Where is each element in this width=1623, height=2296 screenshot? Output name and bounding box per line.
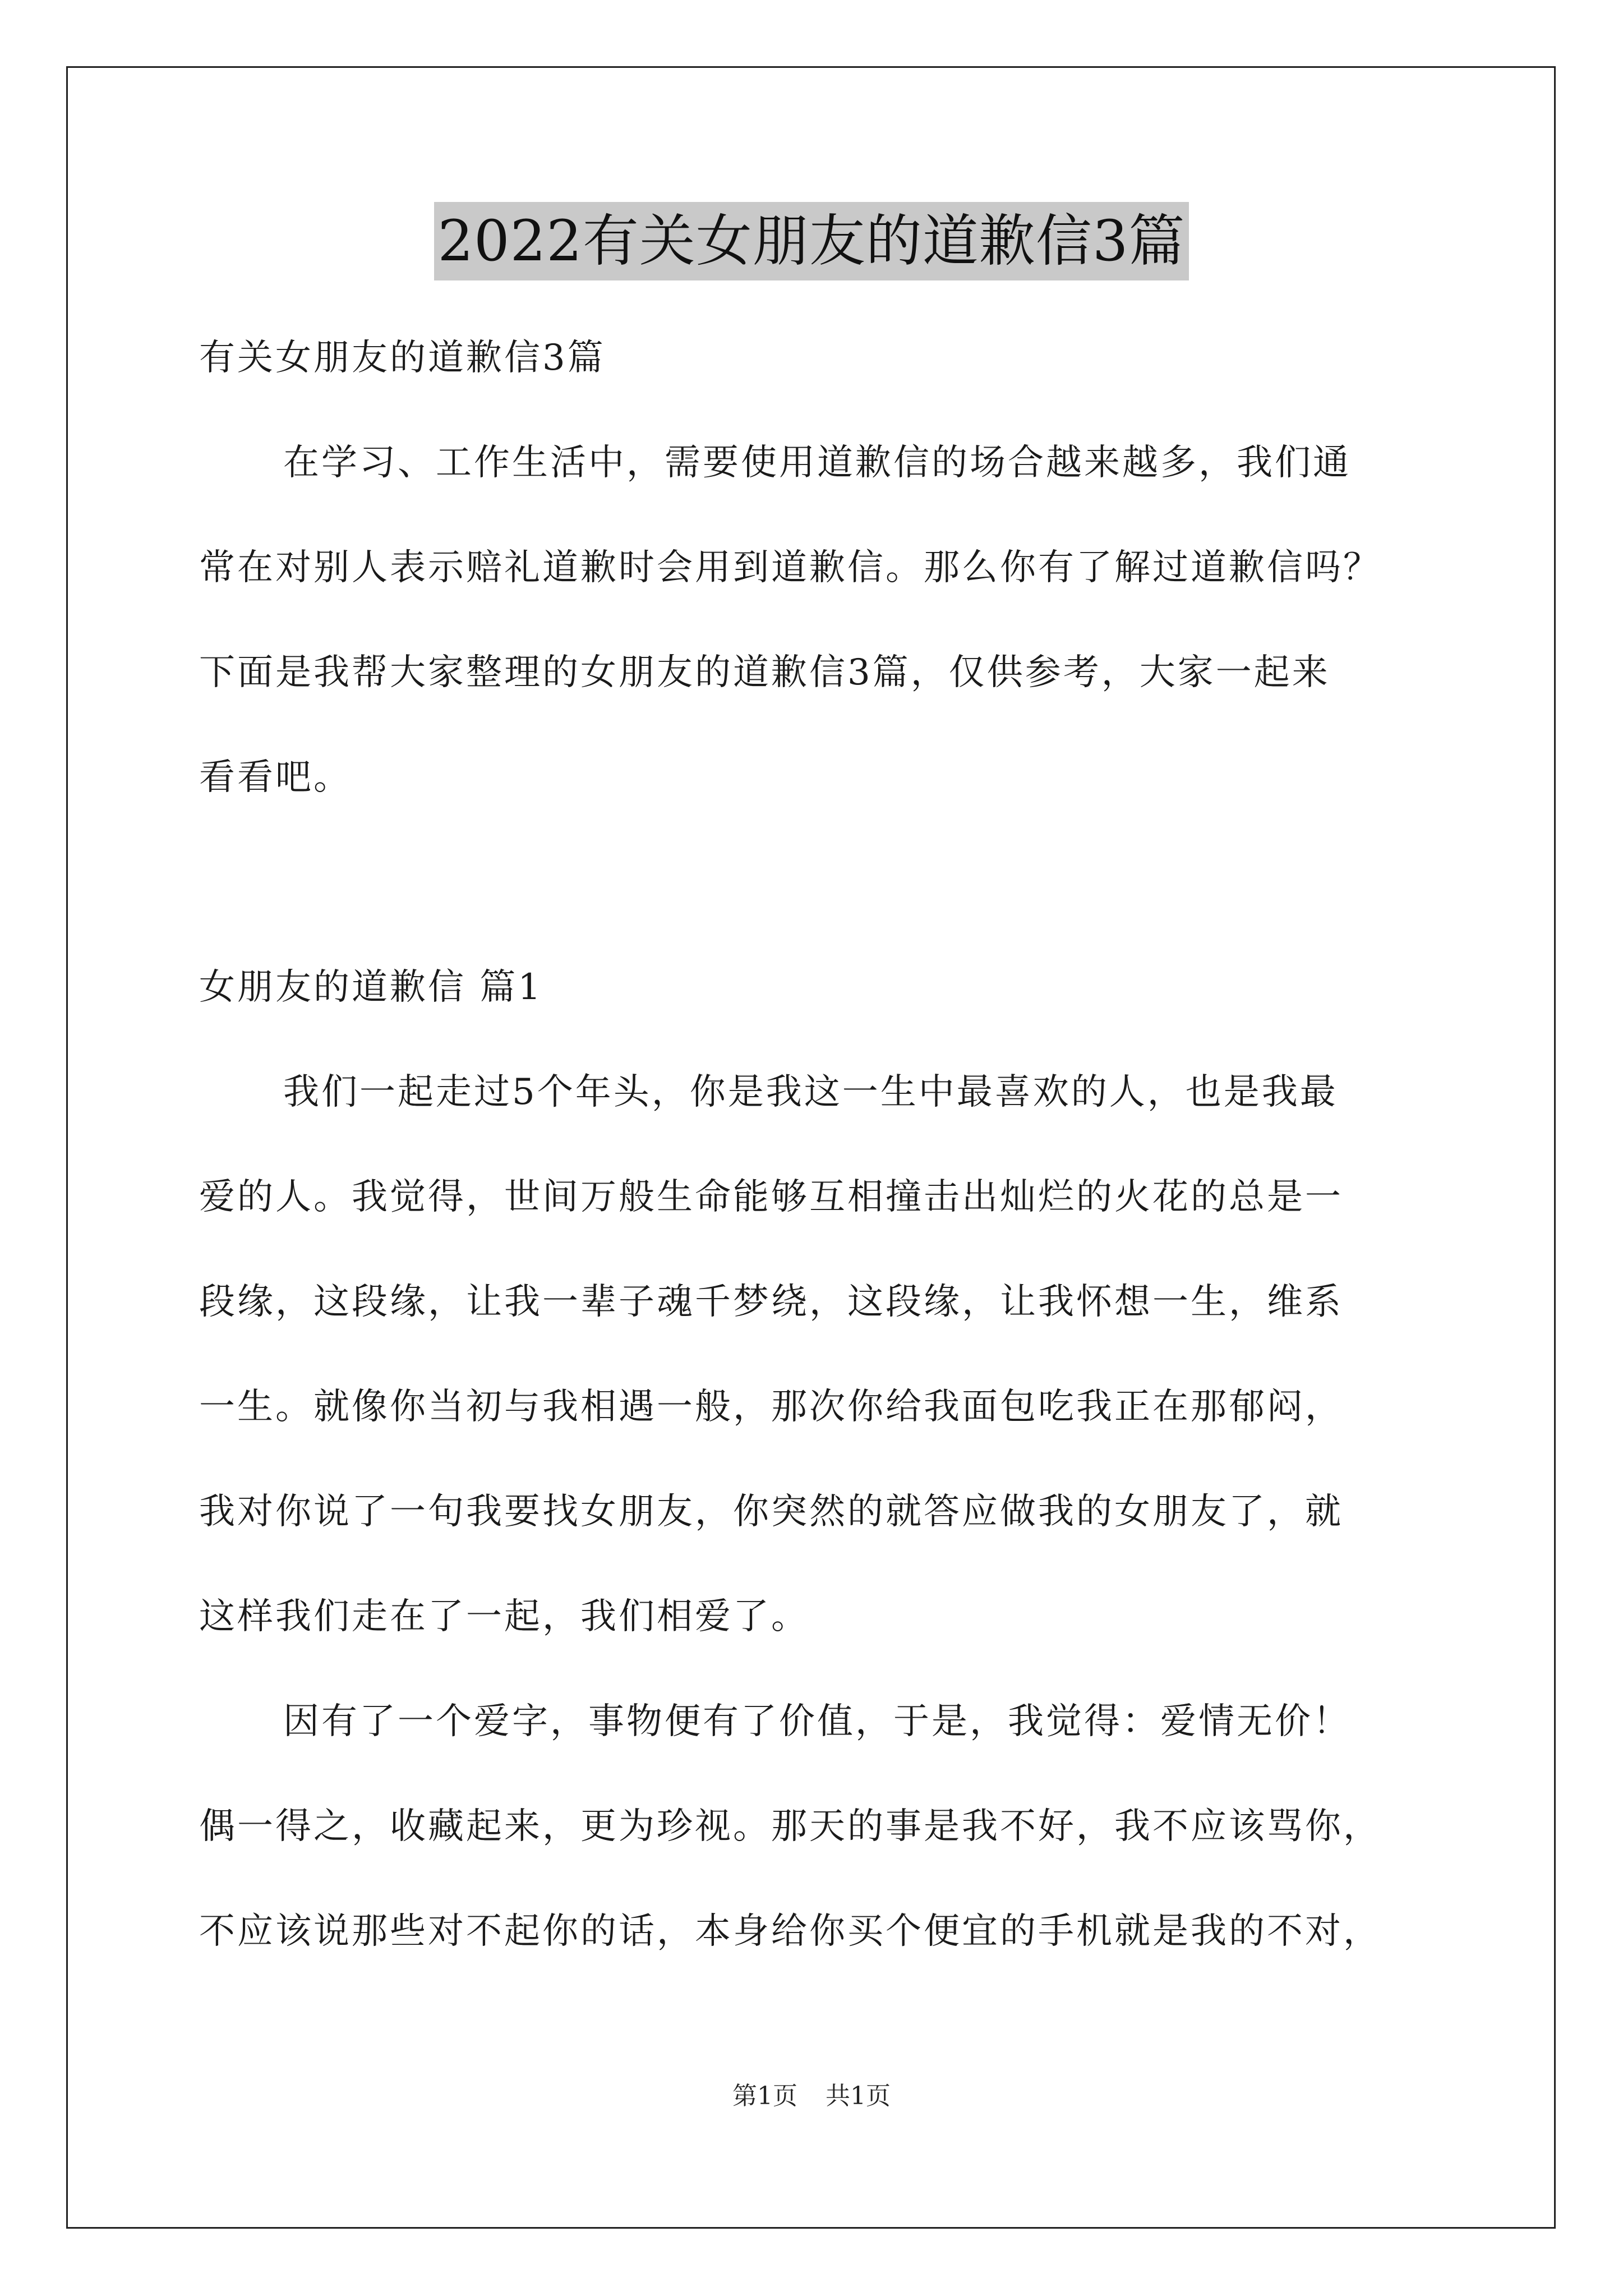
paragraph-line: 这样我们走在了一起，我们相爱了。 <box>199 1596 809 1637</box>
document-body <box>199 306 1433 1984</box>
page-footer <box>0 2076 1623 2111</box>
paragraph-line: 我们一起走过5个年头，你是我这一生中最喜欢的人，也是我最 <box>283 1071 1338 1113</box>
page-number: 第1页 <box>732 2082 797 2110</box>
intro-line: 下面是我帮大家整理的女朋友的道歉信3篇，仅供参考，大家一起来 <box>199 652 1330 693</box>
intro-line: 常在对别人表示赔礼道歉时会用到道歉信。那么你有了解过道歉信吗？ <box>199 547 1381 588</box>
intro-line: 看看吧。 <box>199 757 352 798</box>
intro-line: 在学习、工作生活中，需要使用道歉信的场合越来越多，我们通 <box>283 442 1351 484</box>
document-subtitle: 有关女朋友的道歉信3篇 <box>199 337 606 379</box>
paragraph-line: 段缘，这段缘，让我一辈子魂千梦绕，这段缘，让我怀想一生，维系 <box>199 1281 1343 1323</box>
paragraph-line: 我对你说了一句我要找女朋友，你突然的就答应做我的女朋友了，就 <box>199 1491 1343 1533</box>
paragraph-line: 因有了一个爱字，事物便有了价值，于是，我觉得：爱情无价！ <box>283 1701 1351 1742</box>
paragraph-line: 不应该说那些对不起你的话，本身给你买个便宜的手机就是我的不对， <box>199 1911 1381 1952</box>
document-title: 2022有关女朋友的道歉信3篇 <box>434 202 1188 280</box>
page-total: 共1页 <box>826 2082 891 2110</box>
paragraph-line: 一生。就像你当初与我相遇一般，那次你给我面包吃我正在那郁闷， <box>199 1386 1343 1428</box>
paragraph-line: 偶一得之，收藏起来，更为珍视。那天的事是我不好，我不应该骂你， <box>199 1806 1381 1847</box>
paragraph-line: 爱的人。我觉得，世间万般生命能够互相撞击出灿烂的火花的总是一 <box>199 1176 1343 1218</box>
title-container <box>0 202 1623 280</box>
section-spacer <box>199 830 1433 935</box>
section-heading: 女朋友的道歉信 篇1 <box>199 967 543 1008</box>
